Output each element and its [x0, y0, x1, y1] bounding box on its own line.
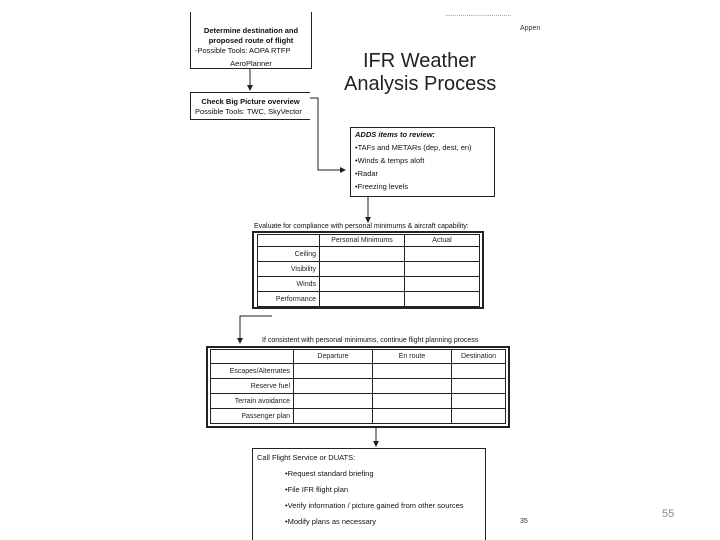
minimums-cell — [405, 247, 480, 262]
planning-row-label: Passenger plan — [211, 409, 294, 424]
minimums-caption: Evaluate for compliance with personal minimums & aircraft capability: — [254, 223, 469, 230]
adds-heading: ADDS items to review: — [355, 130, 436, 139]
step-big-picture-box — [190, 92, 310, 120]
minimums-col-header — [258, 235, 320, 247]
minimums-row-label: Performance — [258, 292, 320, 307]
arrow-step2-to-adds — [310, 98, 345, 170]
call-item: •Modify plans as necessary — [285, 517, 376, 526]
minimums-cell — [405, 277, 480, 292]
appendix-label: Appen — [520, 25, 541, 32]
call-item: •Request standard briefing — [285, 469, 374, 478]
minimums-cell — [320, 277, 405, 292]
minimums-row-label: Ceiling — [258, 247, 320, 262]
planning-cell — [452, 364, 506, 379]
document-page-number: 35 — [520, 518, 528, 525]
call-flight-service-box — [252, 448, 486, 540]
call-heading: Call Flight Service or DUATS: — [257, 453, 356, 462]
planning-row-label: Escapes/Alternates — [211, 364, 294, 379]
header-note: .................................. — [445, 11, 512, 18]
adds-item: •Radar — [355, 169, 379, 178]
adds-item: •Winds & temps aloft — [355, 156, 425, 165]
planning-cell — [294, 364, 373, 379]
step-big-picture-tools: Possible Tools: TWC, SkyVector — [195, 107, 302, 116]
planning-table — [210, 349, 506, 424]
planning-cell — [294, 379, 373, 394]
minimums-cell — [320, 262, 405, 277]
planning-row-label: Terrain avoidance — [211, 394, 294, 409]
minimums-row-label: Winds — [258, 277, 320, 292]
step-big-picture-heading: Check Big Picture overview — [201, 97, 300, 106]
minimums-cell — [405, 292, 480, 307]
planning-cell — [373, 364, 452, 379]
minimums-col-header: Personal Minimums — [320, 235, 405, 247]
minimums-cell — [320, 247, 405, 262]
minimums-cell — [320, 292, 405, 307]
planning-col-header: Departure — [294, 350, 373, 364]
planning-cell — [294, 394, 373, 409]
planning-row-label: Reserve fuel — [211, 379, 294, 394]
call-item: •File IFR flight plan — [285, 485, 349, 494]
step-destination-line1: Determine destination and — [203, 26, 299, 35]
planning-cell — [373, 379, 452, 394]
planning-cell — [294, 409, 373, 424]
slide-number: 55 — [662, 508, 675, 520]
planning-cell — [452, 394, 506, 409]
minimums-cell — [405, 262, 480, 277]
planning-col-header: Destination — [452, 350, 506, 364]
adds-item: •Freezing levels — [355, 182, 409, 191]
minimums-row-label: Visibility — [258, 262, 320, 277]
planning-cell — [452, 379, 506, 394]
step-destination-line2: proposed route of flight — [208, 36, 294, 45]
adds-review-box — [350, 127, 495, 197]
planning-frame — [206, 346, 510, 428]
planning-cell — [452, 409, 506, 424]
planning-caption: If consistent with personal minimums, continue flight planning process — [262, 337, 479, 344]
step-destination-box — [190, 12, 312, 69]
call-item: •Verify information / picture gained from other sources — [285, 501, 464, 510]
planning-col-header — [211, 350, 294, 364]
minimums-frame — [252, 231, 484, 309]
step-destination-tool2: AeroPlanner — [230, 59, 272, 68]
diagram-title-line2: Analysis Process — [344, 73, 497, 95]
planning-cell — [373, 394, 452, 409]
minimums-table — [257, 234, 480, 307]
minimums-col-header: Actual — [405, 235, 480, 247]
planning-cell — [373, 409, 452, 424]
step-destination-tools: -Possible Tools: AOPA RTFP — [195, 46, 291, 55]
diagram-title-line1: IFR Weather — [363, 50, 476, 72]
planning-col-header: En route — [373, 350, 452, 364]
adds-item: •TAFs and METARs (dep, dest, en) — [355, 143, 472, 152]
